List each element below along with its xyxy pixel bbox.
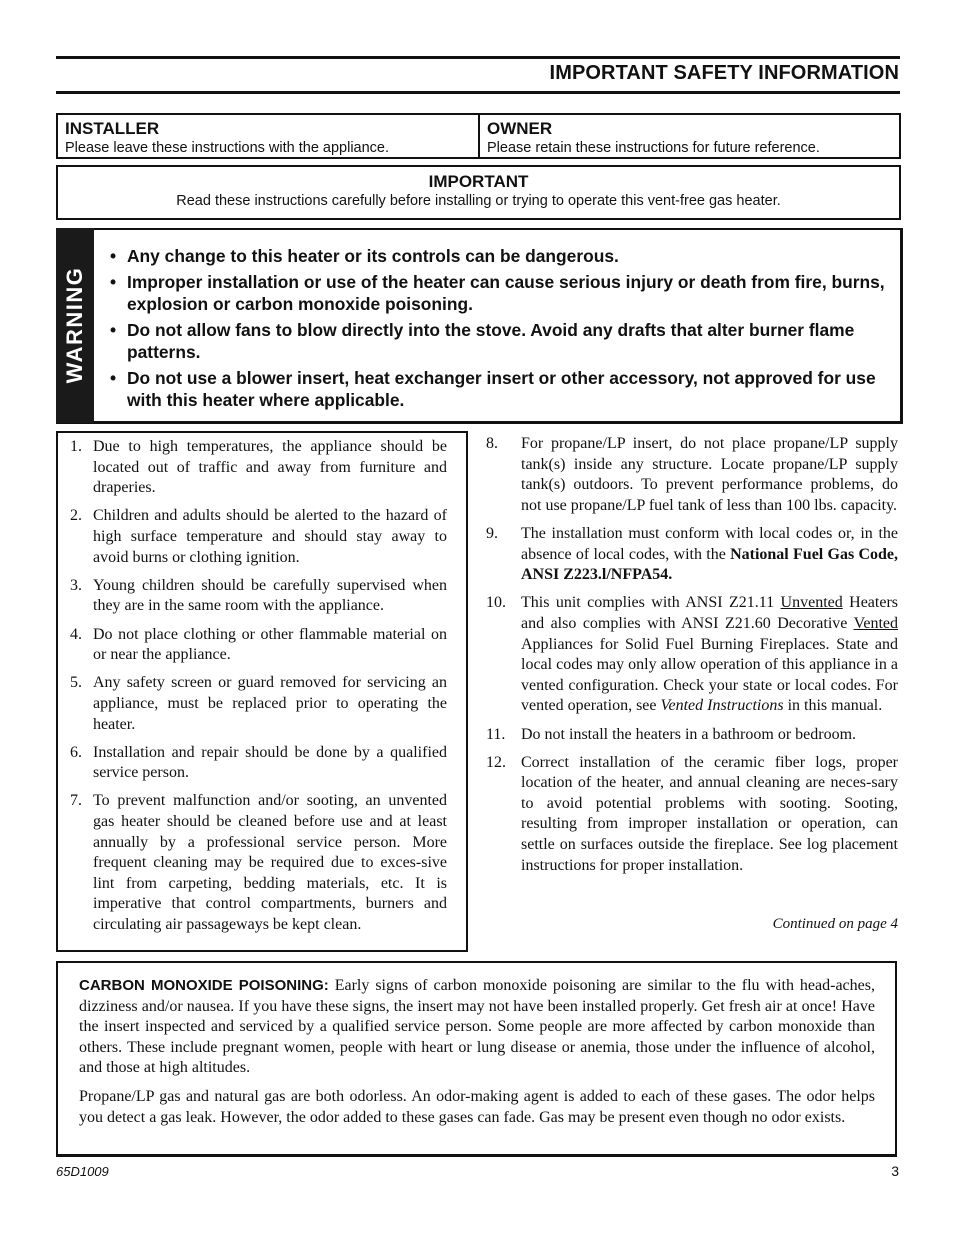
item-text: Young children should be carefully supervised when they are in the same room with the appliance. [93, 576, 447, 615]
top-rule [56, 56, 900, 59]
installer-heading: INSTALLER [65, 119, 160, 138]
item-text: Heaters and also complies with ANSI Z21.60 Decorative [521, 594, 899, 632]
co-text: Early signs of carbon monoxide poisoning are similar to the flu with head-aches, dizziness and/or nausea. If you have these signs, the insert may not have been installed properly. Get fresh air at once! Have the insert inspected and serviced by a qualified service person. Some people are more affected by carbon monoxide than others. These include pregnant women, people with heart or lung disease or anemia, those under the influence of alcohol, and those at high altitudes. [79, 977, 875, 1077]
installer-box [56, 113, 480, 159]
item-text: Children and adults should be alerted to the hazard of high surface temperature and should stay away to avoid burns or clothing ignition. [93, 507, 447, 566]
item-number: 1. [70, 438, 82, 455]
owner-heading: OWNER [487, 119, 553, 138]
co-heading: CARBON MONOXIDE POISONING: [79, 977, 329, 994]
list-item [70, 437, 447, 499]
list-item [486, 725, 898, 746]
item-number: 8. [486, 435, 498, 452]
item-text: For propane/LP insert, do not place propane/LP supply tank(s) inside any structure. Locate propane/LP supply tank(s) outdoors. To prevent performance problems, do not use propane/LP fuel tank of less than 100 lbs. capacity. [521, 435, 898, 514]
item-number: 3. [70, 576, 82, 594]
item-text: The installation must conform with local codes or, in the absence of local codes, with the [521, 524, 898, 563]
item-number: 5. [70, 674, 82, 692]
item-text: in this manual. [783, 697, 883, 715]
item-text: Installation and repair should be done by a qualified service person. [93, 743, 447, 782]
important-text: Read these instructions carefully before installing or trying to operate this vent-free gas heater. [176, 193, 781, 209]
item-text: Do not place clothing or other flammable material on or near the appliance. [93, 625, 447, 664]
warning-item: • Do not allow fans to blow directly into the stove. Avoid any drafts that alter burner flame patterns. [110, 319, 890, 363]
item-number: 11. [486, 725, 506, 743]
warning-item: • Improper installation or use of the heater can cause serious injury or death from fire, burns, explosion or carbon monoxide poisoning. [110, 271, 890, 315]
item-text: Correct installation of the ceramic fiber logs, proper location of the heater, and annual cleaning are neces-sary to avoid potential problems with sooting. Sooting, resulting from improper installation or operation, can settle on surfaces outside the fireplace. See log placement instructions for proper installation. [521, 753, 898, 874]
list-item [486, 753, 898, 877]
item-number: 2. [70, 507, 82, 525]
item-number: 12. [486, 753, 506, 771]
warning-item: • Any change to this heater or its controls can be dangerous. [110, 245, 890, 267]
warning-item: • Do not use a blower insert, heat exchanger insert or other accessory, not approved for use with this heater where applicable. [110, 367, 890, 411]
list-item [70, 673, 447, 735]
list-item [486, 593, 898, 717]
item-number: 7. [70, 792, 82, 810]
list-item [70, 625, 447, 666]
item-number: 10. [486, 594, 506, 612]
item-text: Appliances for Solid Fuel Burning Fireplaces. State and local codes may only allow operation of this appliance in a vented configuration. Check your state or local codes. For vented operation, see [521, 635, 898, 715]
list-item [70, 506, 447, 568]
list-item [70, 576, 447, 617]
page-title: IMPORTANT SAFETY INFORMATION [549, 62, 899, 84]
title-rule [56, 91, 900, 94]
unvented-term: Unvented [780, 594, 843, 612]
item-text: Any safety screen or guard removed for servicing an appliance, must be replaced prior to operating the heater. [93, 674, 447, 733]
item-number: 9. [486, 524, 498, 542]
code-reference: National Fuel Gas Code, ANSI Z223.l/NFPA54. [521, 545, 898, 584]
vented-instructions-ref: Vented Instructions [660, 697, 784, 715]
important-box [56, 165, 901, 220]
continued-note: Continued on page 4 [772, 916, 898, 932]
item-text: Do not install the heaters in a bathroom or bedroom. [521, 725, 857, 743]
document-number: 65D1009 [56, 1164, 109, 1179]
right-safety-list [486, 434, 898, 884]
item-text: Due to high temperatures, the appliance should be located out of traffic and away from furniture and draperies. [93, 438, 447, 497]
list-item [70, 791, 447, 935]
carbon-monoxide-box [56, 961, 897, 1157]
left-safety-list [70, 437, 447, 943]
co-paragraph-2: Propane/LP gas and natural gas are both odorless. An odor-making agent is added to each of these gases. The odor helps you detect a gas leak. However, the odor added to these gases can fade. Gas may be present even though no odor exists. [79, 1088, 875, 1127]
item-text: To prevent malfunction and/or sooting, an unvented gas heater should be cleaned before use and at least annually by a professional service person. More frequent cleaning may be required due to exces-sive lint from carpeting, bedding materials, etc. It is imperative that control compartments, burners and circulating air passageways be kept clean. [93, 792, 447, 934]
list-item [70, 743, 447, 784]
page-number: 3 [891, 1163, 899, 1179]
item-text: This unit complies with ANSI Z21.11 [521, 594, 781, 612]
owner-box [478, 113, 901, 159]
item-number: 6. [70, 743, 82, 761]
warning-label: WARNING [62, 266, 87, 384]
installer-text: Please leave these instructions with the appliance. [65, 140, 390, 156]
item-number: 4. [70, 625, 82, 643]
important-heading: IMPORTANT [428, 172, 529, 191]
owner-text: Please retain these instructions for future reference. [487, 140, 820, 156]
list-item [486, 524, 898, 586]
vented-term: Vented [853, 614, 898, 632]
co-paragraph [79, 976, 875, 1079]
list-item [486, 434, 898, 516]
warning-list [110, 245, 890, 415]
